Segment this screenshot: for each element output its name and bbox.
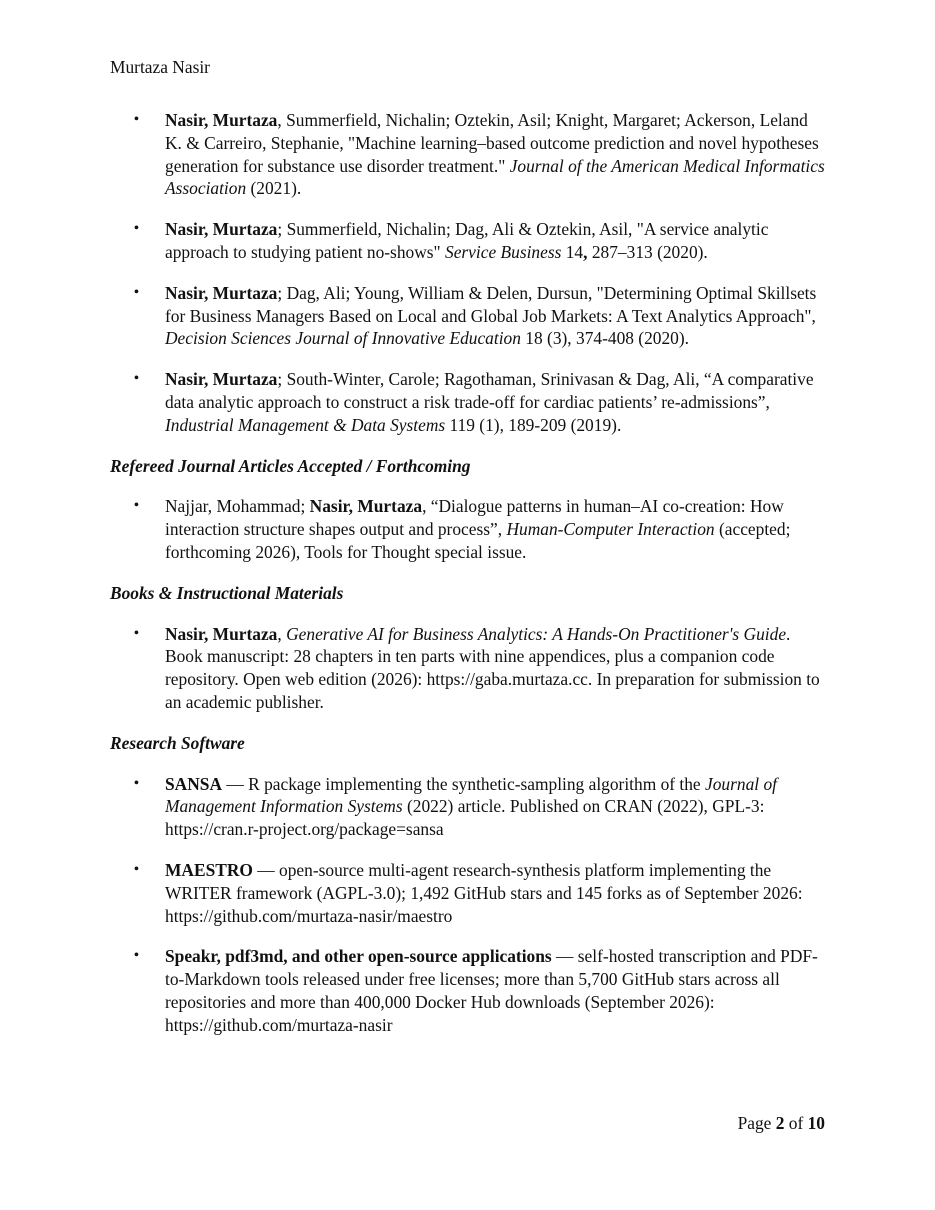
citation-tail: 119 (1), 189-209 (2019). bbox=[445, 414, 622, 435]
forthcoming-list bbox=[110, 495, 826, 563]
author-name: Nasir, Murtaza bbox=[165, 623, 278, 644]
software-description: — self-hosted transcription and PDF-to-Markdown tools released under free licenses; more than 5,700 GitHub stars across all repositories and more than 400,000 Docker Hub downloads (September 2026): https://github.com/murtaza-nasir bbox=[165, 946, 818, 1035]
software-description: — open-source multi-agent research-synthesis platform implementing the WRITER framework (AGPL-3.0); 1,492 GitHub stars and 145 forks as of September 2026: https://github.com/murtaza-nasir/maestro bbox=[165, 859, 803, 926]
citation-text: , Summerfield, Nichalin; Oztekin, Asil; Knight, Margaret; Ackerson, Leland K. & Carreiro, Stephanie, "Machine learning–based outcome prediction and novel hypotheses generation for substance use disorder treatment." bbox=[165, 110, 819, 176]
page-label: Page bbox=[737, 1113, 776, 1133]
citation-text: ; South-Winter, Carole; Ragothaman, Srinivasan & Dag, Ali, “A comparative data analytic approach to construct a risk trade-off for cardiac patients’ re-admissions”, bbox=[165, 369, 814, 412]
volume: 14 bbox=[561, 241, 584, 262]
citation-text: ; Dag, Ali; Young, William & Delen, Dursun, "Determining Optimal Skillsets for Business Managers Based on Local and Global Job Markets: A Text Analytics Approach", bbox=[165, 282, 817, 326]
publication-item bbox=[110, 109, 826, 200]
journal-name: Service Business bbox=[445, 241, 562, 262]
bullet-icon: • bbox=[134, 371, 139, 387]
section-heading-books: Books & Instructional Materials bbox=[110, 582, 344, 603]
section-heading-forthcoming: Refereed Journal Articles Accepted / Forthcoming bbox=[110, 455, 471, 476]
software-item bbox=[110, 859, 826, 927]
book-title: Generative AI for Business Analytics: A Hands-On Practitioner's Guide bbox=[286, 623, 787, 644]
software-name: SANSA bbox=[165, 773, 223, 794]
software-name: Speakr, pdf3md, and other open-source applications bbox=[165, 946, 552, 967]
author-name: Nasir, Murtaza bbox=[165, 219, 278, 240]
citation-tail: 18 (3), 374-408 (2020). bbox=[520, 328, 690, 349]
bullet-icon: • bbox=[134, 625, 139, 641]
author-name: Nasir, Murtaza bbox=[165, 369, 278, 390]
bullet-icon: • bbox=[134, 284, 139, 300]
page-total: 10 bbox=[807, 1113, 825, 1133]
bullet-icon: • bbox=[134, 112, 139, 127]
publication-item bbox=[110, 218, 826, 264]
publication-item bbox=[110, 282, 826, 350]
book-description: . Book manuscript: 28 chapters in ten parts with nine appendices, plus a companion code repository. Open web edition (2026): https://gaba.murtaza.cc. In preparation for submission to an academic publisher. bbox=[165, 623, 820, 712]
citation-text: ; Summerfield, Nichalin; Dag, Ali & Oztekin, Asil, "A service analytic approach to studying patient no-shows" bbox=[165, 219, 769, 262]
separator: , bbox=[277, 623, 287, 644]
software-description-tail: (2022) article. Published on CRAN (2022), GPL-3: https://cran.r-project.org/package=sansa bbox=[165, 796, 765, 840]
publication-item bbox=[110, 368, 826, 436]
page-content bbox=[110, 109, 826, 1055]
author-name: Nasir, Murtaza bbox=[309, 496, 423, 517]
bullet-icon: • bbox=[134, 221, 139, 237]
page-header-author: Murtaza Nasir bbox=[110, 57, 210, 77]
citation-tail: (2021). bbox=[246, 178, 302, 199]
coauthor-text: Najjar, Mohammad; bbox=[165, 496, 310, 517]
volume-comma: , bbox=[583, 241, 588, 262]
software-item bbox=[110, 945, 826, 1036]
citation-tail: (accepted; forthcoming 2026), Tools for Thought special issue. bbox=[165, 519, 791, 562]
author-name: Nasir, Murtaza bbox=[165, 110, 278, 130]
journal-name: Decision Sciences Journal of Innovative Education bbox=[165, 328, 521, 349]
software-description: — R package implementing the synthetic-sampling algorithm of the bbox=[222, 773, 705, 794]
journal-name: Industrial Management & Data Systems bbox=[165, 414, 446, 435]
journal-name: Human-Computer Interaction bbox=[506, 519, 715, 540]
bullet-icon: • bbox=[134, 948, 139, 964]
page-number: 2 bbox=[775, 1113, 785, 1133]
books-list bbox=[110, 623, 826, 714]
bullet-icon: • bbox=[134, 775, 139, 791]
software-list bbox=[110, 773, 826, 1037]
citation-tail: 287–313 (2020). bbox=[587, 241, 708, 262]
page-of-label: of bbox=[784, 1113, 808, 1133]
book-item bbox=[110, 623, 826, 714]
software-name: MAESTRO bbox=[165, 859, 253, 880]
journal-name: Journal of the American Medical Informatics Association bbox=[165, 155, 825, 199]
citation-text: , “Dialogue patterns in human–AI co-creation: How interaction structure shapes output and process”, bbox=[165, 496, 784, 540]
bullet-icon: • bbox=[134, 861, 139, 877]
page-footer bbox=[738, 1112, 825, 1134]
author-name: Nasir, Murtaza bbox=[165, 282, 278, 303]
journal-articles-list bbox=[110, 109, 826, 437]
publication-item bbox=[110, 495, 826, 563]
section-heading-software: Research Software bbox=[110, 732, 245, 753]
journal-name: Journal of Management Information Systems bbox=[165, 773, 777, 817]
bullet-icon: • bbox=[134, 498, 139, 514]
software-item bbox=[110, 773, 826, 841]
